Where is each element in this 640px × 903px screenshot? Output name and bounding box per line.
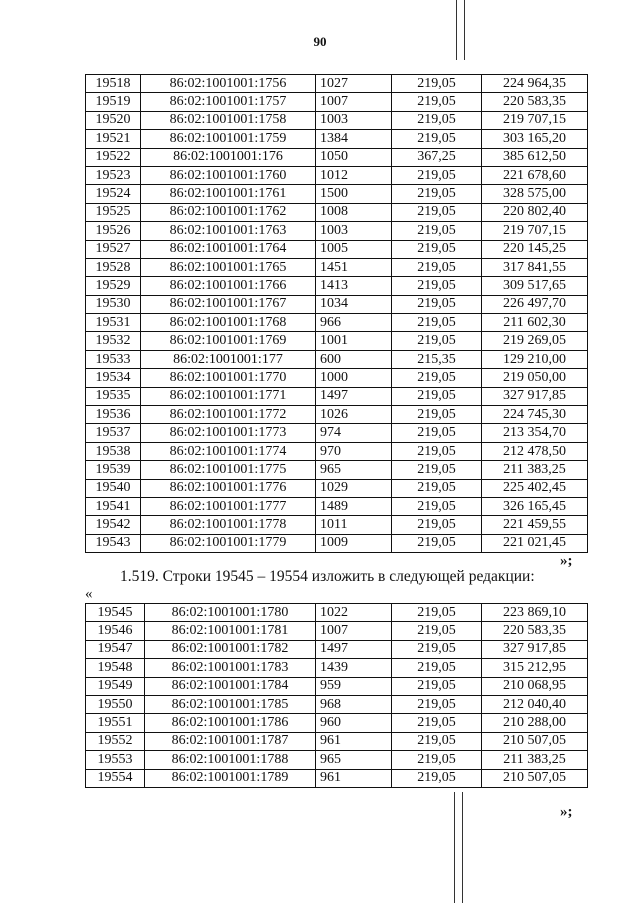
table-row xyxy=(86,203,588,221)
table-row xyxy=(86,185,588,203)
rate-cell: 219,05 xyxy=(392,166,482,184)
amount-cell: 211 383,25 xyxy=(482,751,588,769)
rate-cell: 219,05 xyxy=(392,659,482,677)
area-cell: 970 xyxy=(316,442,392,460)
area-cell: 1009 xyxy=(316,534,392,552)
cadastral-number-cell: 86:02:1001001:1788 xyxy=(145,751,316,769)
cadastral-number-cell: 86:02:1001001:1757 xyxy=(141,93,316,111)
table-row xyxy=(86,277,588,295)
closing-quote-1: »; xyxy=(560,553,573,569)
rate-cell: 219,05 xyxy=(392,314,482,332)
area-cell: 1008 xyxy=(316,203,392,221)
rate-cell: 219,05 xyxy=(392,240,482,258)
cadastral-number-cell: 86:02:1001001:1779 xyxy=(141,534,316,552)
rate-cell: 367,25 xyxy=(392,148,482,166)
row-number-cell: 19551 xyxy=(86,714,145,732)
row-number-cell: 19541 xyxy=(86,497,141,515)
cadastral-number-cell: 86:02:1001001:1783 xyxy=(145,659,316,677)
area-cell: 965 xyxy=(316,461,392,479)
cadastral-number-cell: 86:02:1001001:1776 xyxy=(141,479,316,497)
table-row xyxy=(86,751,588,769)
table-row xyxy=(86,148,588,166)
rate-cell: 219,05 xyxy=(392,516,482,534)
rate-cell: 219,05 xyxy=(392,332,482,350)
area-cell: 974 xyxy=(316,424,392,442)
amount-cell: 220 583,35 xyxy=(482,93,588,111)
rate-cell: 219,05 xyxy=(392,130,482,148)
rate-cell: 219,05 xyxy=(392,497,482,515)
amount-cell: 326 165,45 xyxy=(482,497,588,515)
amount-cell: 220 145,25 xyxy=(482,240,588,258)
cadastral-number-cell: 86:02:1001001:1786 xyxy=(145,714,316,732)
area-cell: 1050 xyxy=(316,148,392,166)
row-number-cell: 19528 xyxy=(86,258,141,276)
scan-edge-line xyxy=(456,0,457,60)
table-row xyxy=(86,130,588,148)
amount-cell: 219 050,00 xyxy=(482,369,588,387)
area-cell: 1001 xyxy=(316,332,392,350)
row-number-cell: 19539 xyxy=(86,461,141,479)
area-cell: 1029 xyxy=(316,479,392,497)
cadastral-number-cell: 86:02:1001001:1789 xyxy=(145,769,316,787)
opening-quote: « xyxy=(85,586,93,602)
row-number-cell: 19531 xyxy=(86,314,141,332)
amount-cell: 129 210,00 xyxy=(482,350,588,368)
area-cell: 1451 xyxy=(316,258,392,276)
table-row xyxy=(86,295,588,313)
area-cell: 1000 xyxy=(316,369,392,387)
rate-cell: 219,05 xyxy=(392,622,482,640)
row-number-cell: 19522 xyxy=(86,148,141,166)
row-number-cell: 19554 xyxy=(86,769,145,787)
table-row xyxy=(86,93,588,111)
table-row xyxy=(86,604,588,622)
amount-cell: 220 802,40 xyxy=(482,203,588,221)
row-number-cell: 19521 xyxy=(86,130,141,148)
rate-cell: 219,05 xyxy=(392,769,482,787)
table-row xyxy=(86,677,588,695)
area-cell: 1439 xyxy=(316,659,392,677)
table-row xyxy=(86,387,588,405)
row-number-cell: 19527 xyxy=(86,240,141,258)
amount-cell: 225 402,45 xyxy=(482,479,588,497)
cadastral-number-cell: 86:02:1001001:1770 xyxy=(141,369,316,387)
amount-cell: 212 040,40 xyxy=(482,695,588,713)
rate-cell: 219,05 xyxy=(392,640,482,658)
rate-cell: 219,05 xyxy=(392,203,482,221)
amount-cell: 221 459,55 xyxy=(482,516,588,534)
rate-cell: 219,05 xyxy=(392,751,482,769)
rate-cell: 219,05 xyxy=(392,406,482,424)
table-row xyxy=(86,350,588,368)
area-cell: 1027 xyxy=(316,75,392,93)
row-number-cell: 19540 xyxy=(86,479,141,497)
area-cell: 1003 xyxy=(316,111,392,129)
amount-cell: 317 841,55 xyxy=(482,258,588,276)
row-number-cell: 19532 xyxy=(86,332,141,350)
scan-edge-line xyxy=(464,0,465,60)
area-cell: 600 xyxy=(316,350,392,368)
area-cell: 960 xyxy=(316,714,392,732)
amount-cell: 223 869,10 xyxy=(482,604,588,622)
table-row xyxy=(86,714,588,732)
rate-cell: 219,05 xyxy=(392,369,482,387)
table-row xyxy=(86,479,588,497)
table-row xyxy=(86,406,588,424)
rate-cell: 219,05 xyxy=(392,461,482,479)
row-number-cell: 19525 xyxy=(86,203,141,221)
table-row xyxy=(86,258,588,276)
table-row xyxy=(86,732,588,750)
table-row xyxy=(86,314,588,332)
table-row xyxy=(86,166,588,184)
table-row xyxy=(86,442,588,460)
rate-cell: 219,05 xyxy=(392,295,482,313)
amount-cell: 327 917,85 xyxy=(482,387,588,405)
amount-cell: 224 964,35 xyxy=(482,75,588,93)
rate-cell: 219,05 xyxy=(392,93,482,111)
row-number-cell: 19518 xyxy=(86,75,141,93)
rate-cell: 219,05 xyxy=(392,222,482,240)
amount-cell: 219 707,15 xyxy=(482,222,588,240)
rate-cell: 219,05 xyxy=(392,479,482,497)
row-number-cell: 19542 xyxy=(86,516,141,534)
rate-cell: 219,05 xyxy=(392,442,482,460)
cadastral-number-cell: 86:02:1001001:1774 xyxy=(141,442,316,460)
cadastral-number-cell: 86:02:1001001:1772 xyxy=(141,406,316,424)
amount-cell: 303 165,20 xyxy=(482,130,588,148)
row-number-cell: 19546 xyxy=(86,622,145,640)
amount-cell: 212 478,50 xyxy=(482,442,588,460)
rate-cell: 219,05 xyxy=(392,424,482,442)
table-row xyxy=(86,424,588,442)
amount-cell: 210 288,00 xyxy=(482,714,588,732)
table-row xyxy=(86,461,588,479)
land-plot-table-2-body xyxy=(86,604,588,788)
row-number-cell: 19529 xyxy=(86,277,141,295)
cadastral-number-cell: 86:02:1001001:1759 xyxy=(141,130,316,148)
cadastral-number-cell: 86:02:1001001:1787 xyxy=(145,732,316,750)
row-number-cell: 19536 xyxy=(86,406,141,424)
table-row xyxy=(86,369,588,387)
rate-cell: 219,05 xyxy=(392,534,482,552)
amount-cell: 224 745,30 xyxy=(482,406,588,424)
amount-cell: 213 354,70 xyxy=(482,424,588,442)
cadastral-number-cell: 86:02:1001001:1768 xyxy=(141,314,316,332)
row-number-cell: 19543 xyxy=(86,534,141,552)
cadastral-number-cell: 86:02:1001001:1756 xyxy=(141,75,316,93)
amount-cell: 219 707,15 xyxy=(482,111,588,129)
row-number-cell: 19553 xyxy=(86,751,145,769)
amount-cell: 221 021,45 xyxy=(482,534,588,552)
area-cell: 1003 xyxy=(316,222,392,240)
rate-cell: 219,05 xyxy=(392,677,482,695)
amount-cell: 220 583,35 xyxy=(482,622,588,640)
row-number-cell: 19552 xyxy=(86,732,145,750)
table-row xyxy=(86,769,588,787)
area-cell: 1011 xyxy=(316,516,392,534)
amount-cell: 221 678,60 xyxy=(482,166,588,184)
cadastral-number-cell: 86:02:1001001:176 xyxy=(141,148,316,166)
land-plot-table-1 xyxy=(85,74,588,553)
cadastral-number-cell: 86:02:1001001:1765 xyxy=(141,258,316,276)
cadastral-number-cell: 86:02:1001001:1775 xyxy=(141,461,316,479)
amount-cell: 328 575,00 xyxy=(482,185,588,203)
cadastral-number-cell: 86:02:1001001:1771 xyxy=(141,387,316,405)
cadastral-number-cell: 86:02:1001001:1781 xyxy=(145,622,316,640)
rate-cell: 219,05 xyxy=(392,714,482,732)
page-number: 90 xyxy=(313,34,327,49)
amount-cell: 309 517,65 xyxy=(482,277,588,295)
scan-edge-line xyxy=(454,792,455,903)
row-number-cell: 19519 xyxy=(86,93,141,111)
amount-cell: 315 212,95 xyxy=(482,659,588,677)
row-number-cell: 19537 xyxy=(86,424,141,442)
area-cell: 1022 xyxy=(316,604,392,622)
row-number-cell: 19547 xyxy=(86,640,145,658)
table-row xyxy=(86,659,588,677)
rate-cell: 219,05 xyxy=(392,387,482,405)
area-cell: 1007 xyxy=(316,622,392,640)
row-number-cell: 19520 xyxy=(86,111,141,129)
cadastral-number-cell: 86:02:1001001:1778 xyxy=(141,516,316,534)
cadastral-number-cell: 86:02:1001001:1782 xyxy=(145,640,316,658)
table-row xyxy=(86,222,588,240)
area-cell: 1497 xyxy=(316,387,392,405)
amount-cell: 327 917,85 xyxy=(482,640,588,658)
amount-cell: 210 507,05 xyxy=(482,732,588,750)
area-cell: 1497 xyxy=(316,640,392,658)
cadastral-number-cell: 86:02:1001001:1784 xyxy=(145,677,316,695)
area-cell: 959 xyxy=(316,677,392,695)
row-number-cell: 19526 xyxy=(86,222,141,240)
area-cell: 1026 xyxy=(316,406,392,424)
rate-cell: 219,05 xyxy=(392,695,482,713)
cadastral-number-cell: 86:02:1001001:1764 xyxy=(141,240,316,258)
amount-cell: 226 497,70 xyxy=(482,295,588,313)
cadastral-number-cell: 86:02:1001001:177 xyxy=(141,350,316,368)
amount-cell: 219 269,05 xyxy=(482,332,588,350)
area-cell: 1500 xyxy=(316,185,392,203)
area-cell: 1413 xyxy=(316,277,392,295)
amount-cell: 211 602,30 xyxy=(482,314,588,332)
rate-cell: 219,05 xyxy=(392,604,482,622)
cadastral-number-cell: 86:02:1001001:1769 xyxy=(141,332,316,350)
amount-cell: 211 383,25 xyxy=(482,461,588,479)
rate-cell: 219,05 xyxy=(392,277,482,295)
row-number-cell: 19524 xyxy=(86,185,141,203)
table-row xyxy=(86,516,588,534)
table-row xyxy=(86,75,588,93)
amount-cell: 210 068,95 xyxy=(482,677,588,695)
rate-cell: 219,05 xyxy=(392,111,482,129)
cadastral-number-cell: 86:02:1001001:1767 xyxy=(141,295,316,313)
row-number-cell: 19535 xyxy=(86,387,141,405)
row-number-cell: 19545 xyxy=(86,604,145,622)
rate-cell: 215,35 xyxy=(392,350,482,368)
area-cell: 1489 xyxy=(316,497,392,515)
table-row xyxy=(86,534,588,552)
cadastral-number-cell: 86:02:1001001:1773 xyxy=(141,424,316,442)
area-cell: 961 xyxy=(316,732,392,750)
closing-quote-2: »; xyxy=(560,804,573,820)
area-cell: 1007 xyxy=(316,93,392,111)
area-cell: 966 xyxy=(316,314,392,332)
row-number-cell: 19550 xyxy=(86,695,145,713)
table-row xyxy=(86,622,588,640)
cadastral-number-cell: 86:02:1001001:1777 xyxy=(141,497,316,515)
row-number-cell: 19538 xyxy=(86,442,141,460)
amendment-instruction: 1.519. Строки 19545 – 19554 изложить в следующей редакции: xyxy=(120,568,535,585)
table-row xyxy=(86,695,588,713)
area-cell: 1012 xyxy=(316,166,392,184)
area-cell: 1034 xyxy=(316,295,392,313)
row-number-cell: 19549 xyxy=(86,677,145,695)
rate-cell: 219,05 xyxy=(392,258,482,276)
row-number-cell: 19548 xyxy=(86,659,145,677)
row-number-cell: 19533 xyxy=(86,350,141,368)
area-cell: 1384 xyxy=(316,130,392,148)
amount-cell: 385 612,50 xyxy=(482,148,588,166)
rate-cell: 219,05 xyxy=(392,185,482,203)
row-number-cell: 19523 xyxy=(86,166,141,184)
table-row xyxy=(86,497,588,515)
cadastral-number-cell: 86:02:1001001:1760 xyxy=(141,166,316,184)
cadastral-number-cell: 86:02:1001001:1785 xyxy=(145,695,316,713)
cadastral-number-cell: 86:02:1001001:1762 xyxy=(141,203,316,221)
scan-edge-line xyxy=(462,792,463,903)
table-row xyxy=(86,240,588,258)
area-cell: 1005 xyxy=(316,240,392,258)
area-cell: 965 xyxy=(316,751,392,769)
table-row xyxy=(86,640,588,658)
area-cell: 961 xyxy=(316,769,392,787)
cadastral-number-cell: 86:02:1001001:1780 xyxy=(145,604,316,622)
row-number-cell: 19534 xyxy=(86,369,141,387)
land-plot-table-1-body xyxy=(86,75,588,553)
land-plot-table-2 xyxy=(85,603,588,788)
cadastral-number-cell: 86:02:1001001:1761 xyxy=(141,185,316,203)
cadastral-number-cell: 86:02:1001001:1766 xyxy=(141,277,316,295)
cadastral-number-cell: 86:02:1001001:1758 xyxy=(141,111,316,129)
amount-cell: 210 507,05 xyxy=(482,769,588,787)
rate-cell: 219,05 xyxy=(392,75,482,93)
table-row xyxy=(86,111,588,129)
cadastral-number-cell: 86:02:1001001:1763 xyxy=(141,222,316,240)
row-number-cell: 19530 xyxy=(86,295,141,313)
area-cell: 968 xyxy=(316,695,392,713)
table-row xyxy=(86,332,588,350)
rate-cell: 219,05 xyxy=(392,732,482,750)
